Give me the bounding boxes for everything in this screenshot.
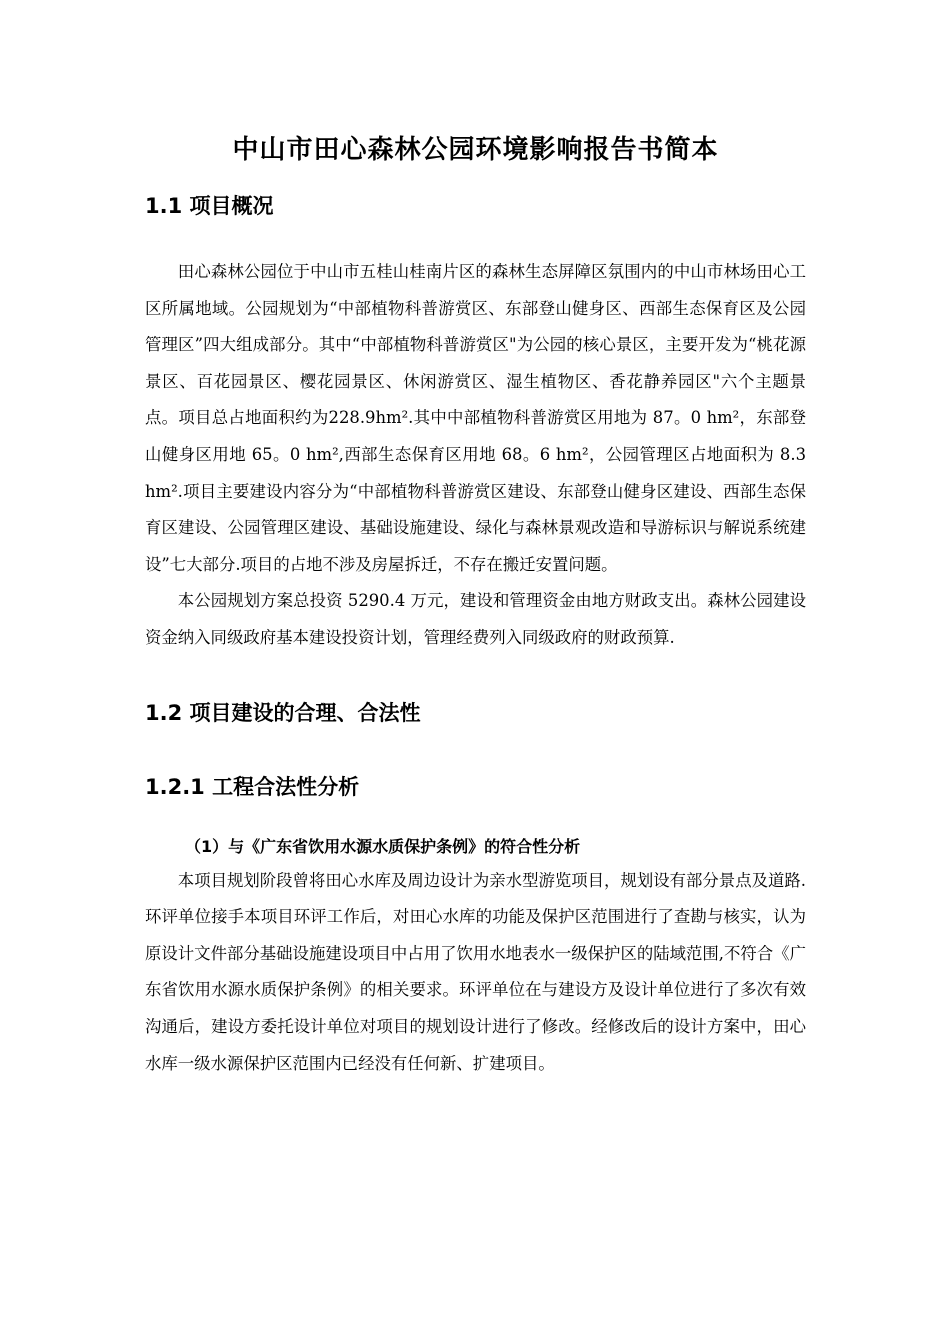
spacer — [145, 805, 806, 833]
spacer — [145, 172, 806, 188]
document-title: 中山市田心森林公园环境影响报告书简本 — [232, 135, 719, 165]
paragraph-legality-analysis: 本项目规划阶段曾将田心水库及周边设计为亲水型游览项目，规划设有部分景点及道路.环评单位接手本项目环评工作后，对田心水库的功能及保护区范围进行了查勘与核实，认为原设计文件部分基础设施建设项目中占用了饮用水地表水一级保护区的陆域范围,不符合《广东省饮用水源水质保护条例》的相关要求。环评单位在与建设方及设计单位进行了多次有效沟通后，建设方委托设计单位对项目的规划设计进行了修改。经修改后的设计方案中，田心水库一级水源保护区范围内已经没有任何新、扩建项目。 — [145, 870, 806, 1073]
subsection-heading-regulation: （1）与《广东省饮用水源水质保护条例》的符合性分析 — [185, 836, 581, 856]
paragraph-project-overview: 田心森林公园位于中山市五桂山桂南片区的森林生态屏障区氛围内的中山市林场田心工区所属地域。公园规划为“中部植物科普游赏区、东部登山健身区、西部生态保育区及公园管理区”四大组成部分。其中“中部植物科普游赏区"为公园的核心景区，主要开发为“桃花源景区、百花园景区、樱花园景区、休闲游赏区、湿生植物区、香花静养园区"六个主题景点。项目总占地面积约为228.9hm².其中中部植物科普游赏区用地为 87。0 hm²，东部登山健身区用地 65。0 hm²,西部生态保育区用地 68。6 hm²，公园管理区占地面积为 8.3 hm².项目主要建设内容分为“中部植物科普游赏区建设、东部登山健身区建设、西部生态保育区建设、公园管理区建设、基础设施建设、绿化与森林景观改造和导游标识与解说系统建设”七大部分.项目的占地不涉及房屋拆迁，不存在搬迁安置问题。 — [145, 262, 806, 574]
paragraph-investment: 本公园规划方案总投资 5290.4 万元，建设和管理资金由地方财政支出。森林公园建设资金纳入同级政府基本建设投资计划，管理经费列入同级政府的财政预算. — [145, 591, 806, 647]
document-body — [145, 128, 806, 1082]
spacer — [145, 224, 806, 254]
spacer — [145, 731, 806, 769]
section-heading-1-2: 1.2 项目建设的合理、合法性 — [145, 700, 421, 725]
section-heading-1-2-1: 1.2.1 工程合法性分析 — [145, 774, 360, 799]
spacer — [145, 657, 806, 695]
section-heading-1-1: 1.1 项目概况 — [145, 194, 274, 218]
